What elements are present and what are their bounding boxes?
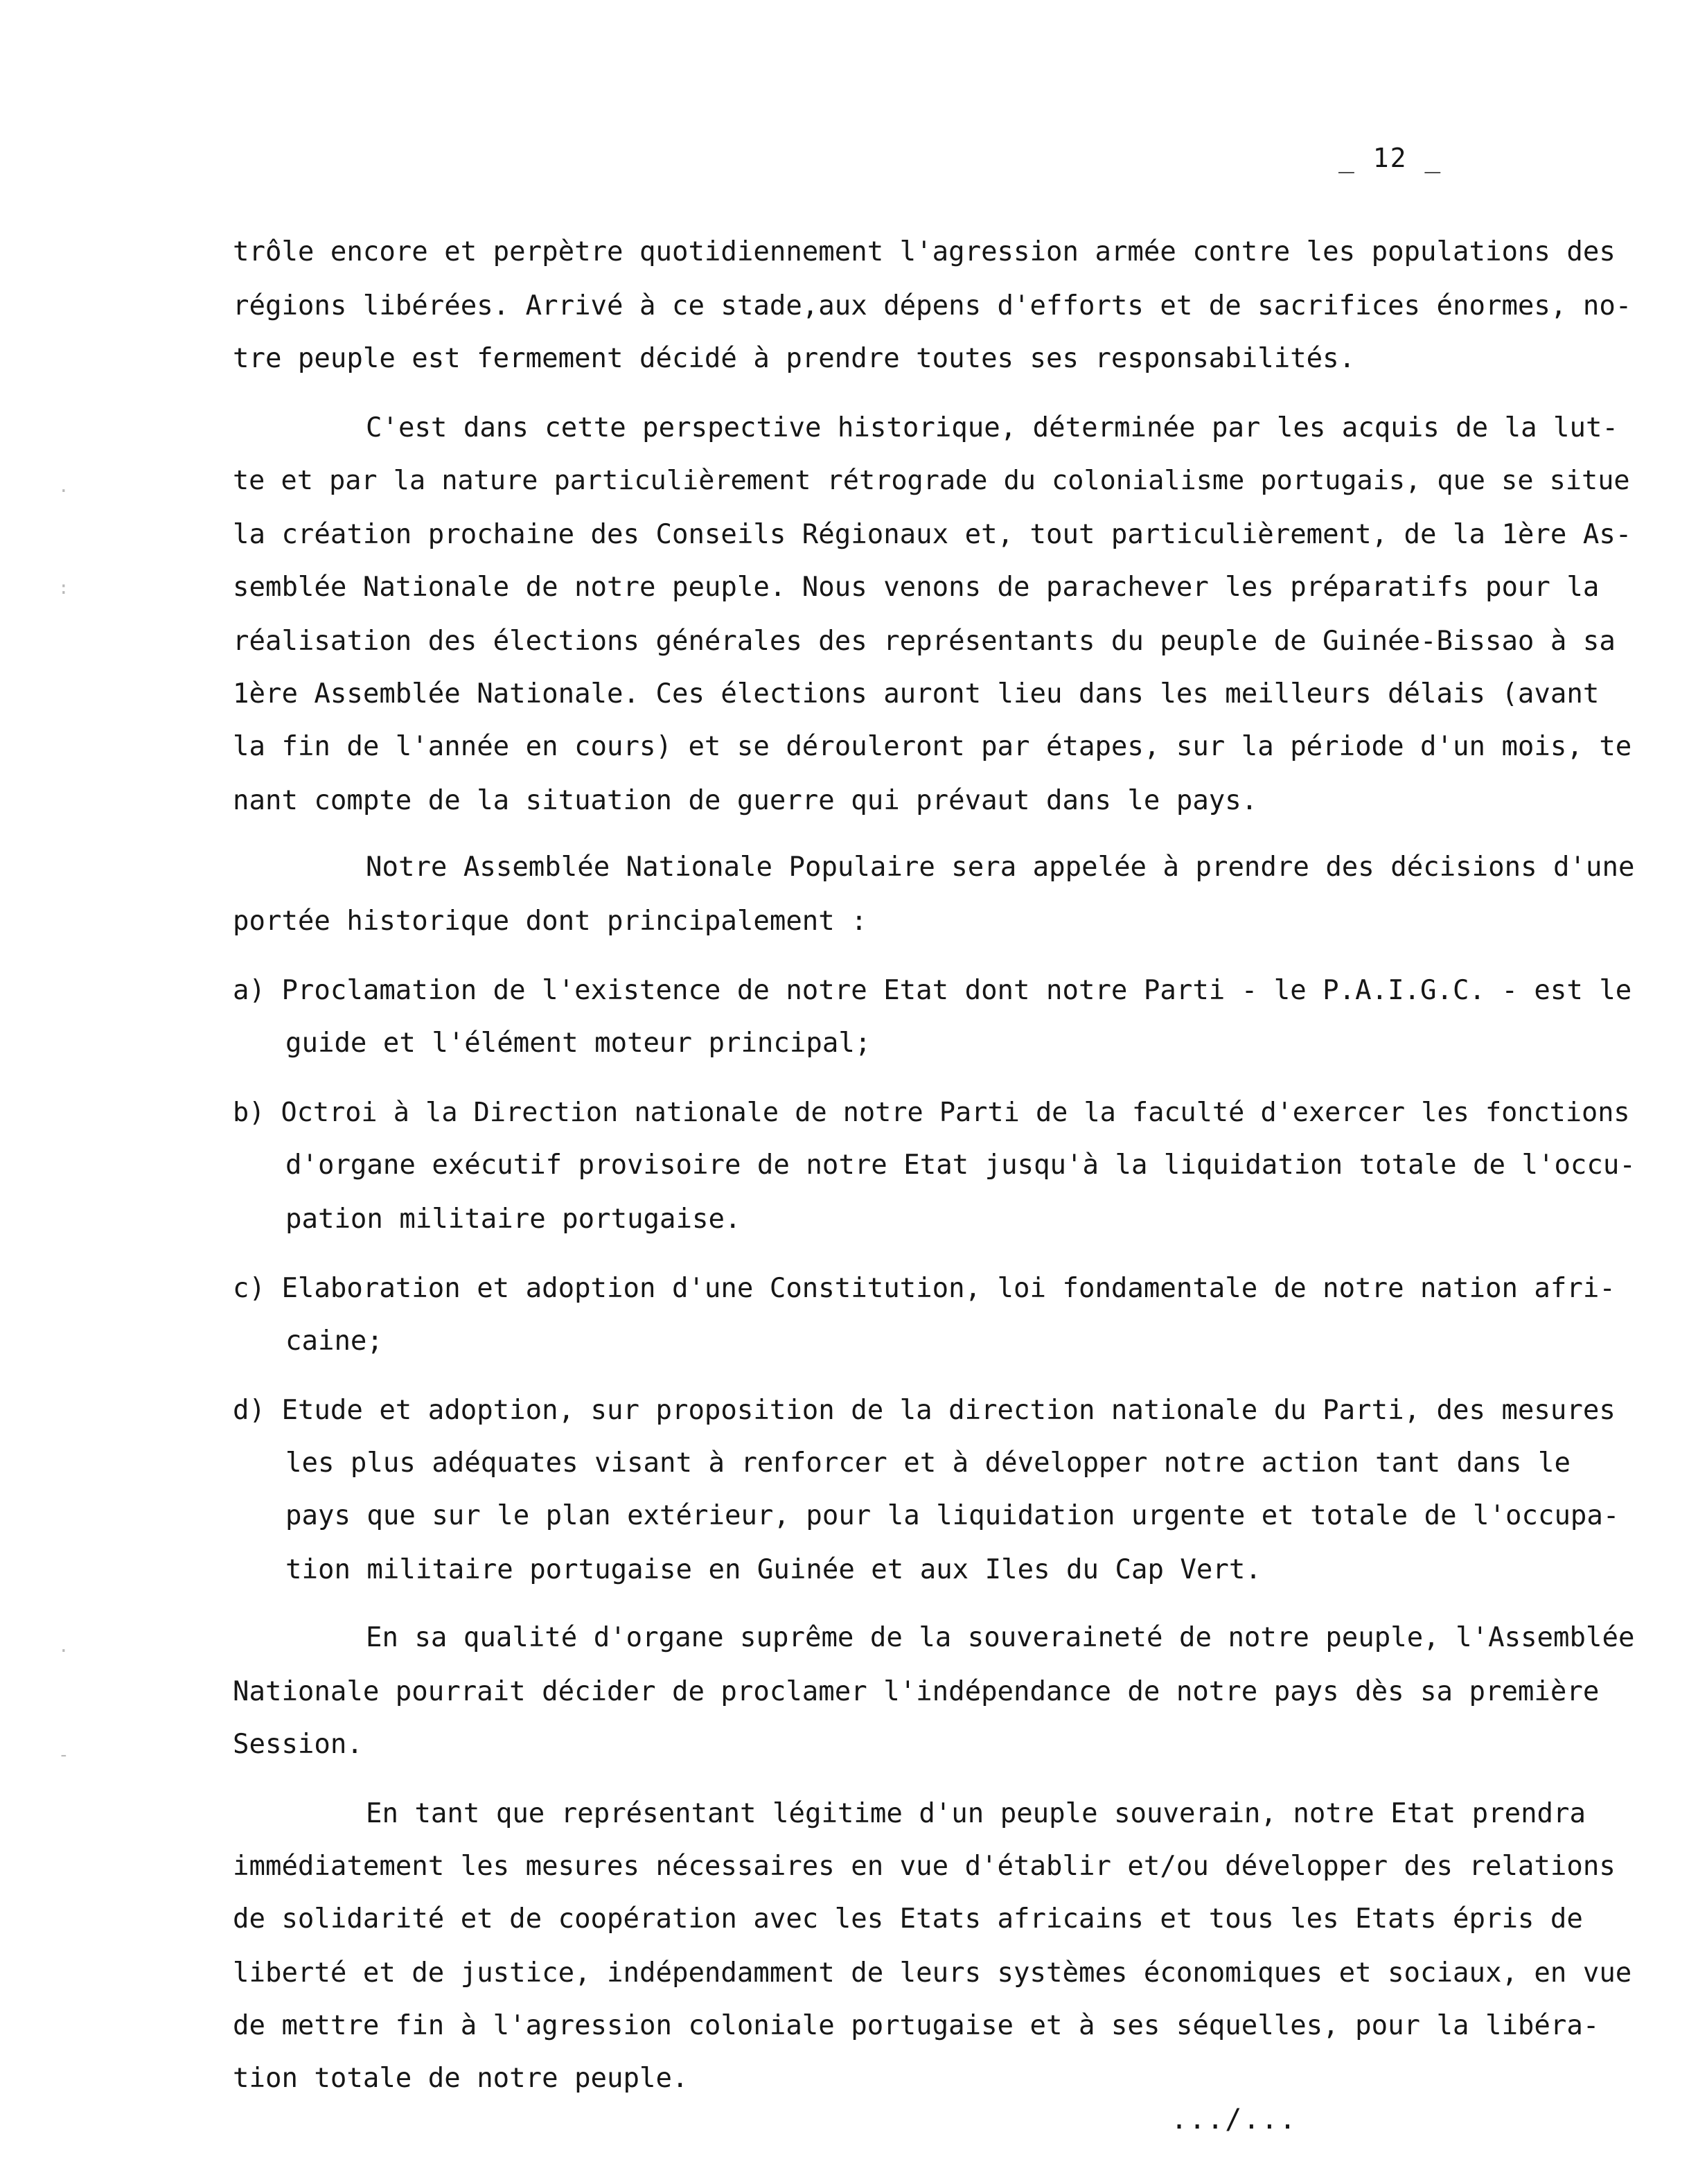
paragraph-line: portée historique dont principalement : [233, 906, 867, 937]
paragraph-line: Nationale pourrait décider de proclamer l'indépendance de notre pays dès sa première [233, 1676, 1600, 1707]
paragraph-line: régions libérées. Arrivé à ce stade,aux dépens d'efforts et de sacrifices énormes, no- [233, 290, 1632, 322]
paragraph-line: réalisation des élections générales des représentants du peuple de Guinée-Bissao à sa [233, 626, 1616, 657]
paragraph-line: te et par la nature particulièrement rétrograde du colonialisme portugais, que se situe [233, 465, 1630, 496]
paragraph-line: la création prochaine des Conseils Régionaux et, tout particulièrement, de la 1ère As- [233, 519, 1632, 550]
paragraph-line: En tant que représentant légitime d'un peuple souverain, notre Etat prendra [366, 1798, 1586, 1829]
paragraph-line: Session. [233, 1729, 363, 1760]
list-item-c: c) Elaboration et adoption d'une Constitution, loi fondamentale de notre nation afri- [233, 1273, 1616, 1304]
list-item-d-cont: les plus adéquates visant à renforcer et à développer notre action tant dans le [285, 1447, 1571, 1479]
paragraph-line: tion totale de notre peuple. [233, 2063, 689, 2094]
list-item-d-cont: pays que sur le plan extérieur, pour la liquidation urgente et totale de l'occupa- [285, 1500, 1620, 1531]
paragraph-line: C'est dans cette perspective historique, déterminée par les acquis de la lut- [366, 412, 1618, 443]
paragraph-line: immédiatement les mesures nécessaires en vue d'établir et/ou développer des relations [233, 1851, 1616, 1882]
paragraph-line: En sa qualité d'organe suprême de la souveraineté de notre peuple, l'Assemblée [366, 1622, 1635, 1653]
scan-speck: · [58, 1641, 69, 1662]
page-number: _ 12 _ [1338, 143, 1442, 173]
list-item-b-cont: pation militaire portugaise. [285, 1204, 741, 1235]
paragraph-line: 1ère Assemblée Nationale. Ces élections auront lieu dans les meilleurs délais (avant [233, 678, 1600, 710]
paragraph-line: de mettre fin à l'agression coloniale portugaise et à ses séquelles, pour la libéra- [233, 2010, 1600, 2041]
paragraph-line: semblée Nationale de notre peuple. Nous venons de parachever les préparatifs pour la [233, 572, 1600, 603]
continuation-mark: .../... [1171, 2104, 1298, 2135]
list-item-c-cont: caine; [285, 1326, 383, 1357]
paragraph-line: nant compte de la situation de guerre qui prévaut dans le pays. [233, 785, 1258, 816]
list-item-d-cont: tion militaire portugaise en Guinée et aux Iles du Cap Vert. [285, 1554, 1262, 1585]
scan-speck: : [58, 578, 69, 599]
paragraph-line: trôle encore et perpètre quotidiennement l'agression armée contre les populations des [233, 236, 1616, 267]
paragraph-line: liberté et de justice, indépendamment de leurs systèmes économiques et sociaux, en vue [233, 1957, 1632, 1989]
scan-speck: - [58, 1745, 69, 1765]
paragraph-line: de solidarité et de coopération avec les Etats africains et tous les Etats épris de [233, 1903, 1583, 1935]
paragraph-line: tre peuple est fermement décidé à prendre toutes ses responsabilités. [233, 343, 1356, 374]
list-item-a-cont: guide et l'élément moteur principal; [285, 1028, 872, 1059]
list-item-b-cont: d'organe exécutif provisoire de notre Etat jusqu'à la liquidation totale de l'occu- [285, 1150, 1636, 1181]
paragraph-line: Notre Assemblée Nationale Populaire sera appelée à prendre des décisions d'une [366, 852, 1635, 883]
list-item-b: b) Octroi à la Direction nationale de notre Parti de la faculté d'exercer les fonctions [233, 1097, 1630, 1128]
list-item-a: a) Proclamation de l'existence de notre Etat dont notre Parti - le P.A.I.G.C. - est le [233, 975, 1632, 1006]
list-item-d: d) Etude et adoption, sur proposition de la direction nationale du Parti, des mesures [233, 1395, 1616, 1426]
scan-speck: · [58, 481, 69, 502]
paragraph-line: la fin de l'année en cours) et se dérouleront par étapes, sur la période d'un mois, te [233, 731, 1632, 762]
